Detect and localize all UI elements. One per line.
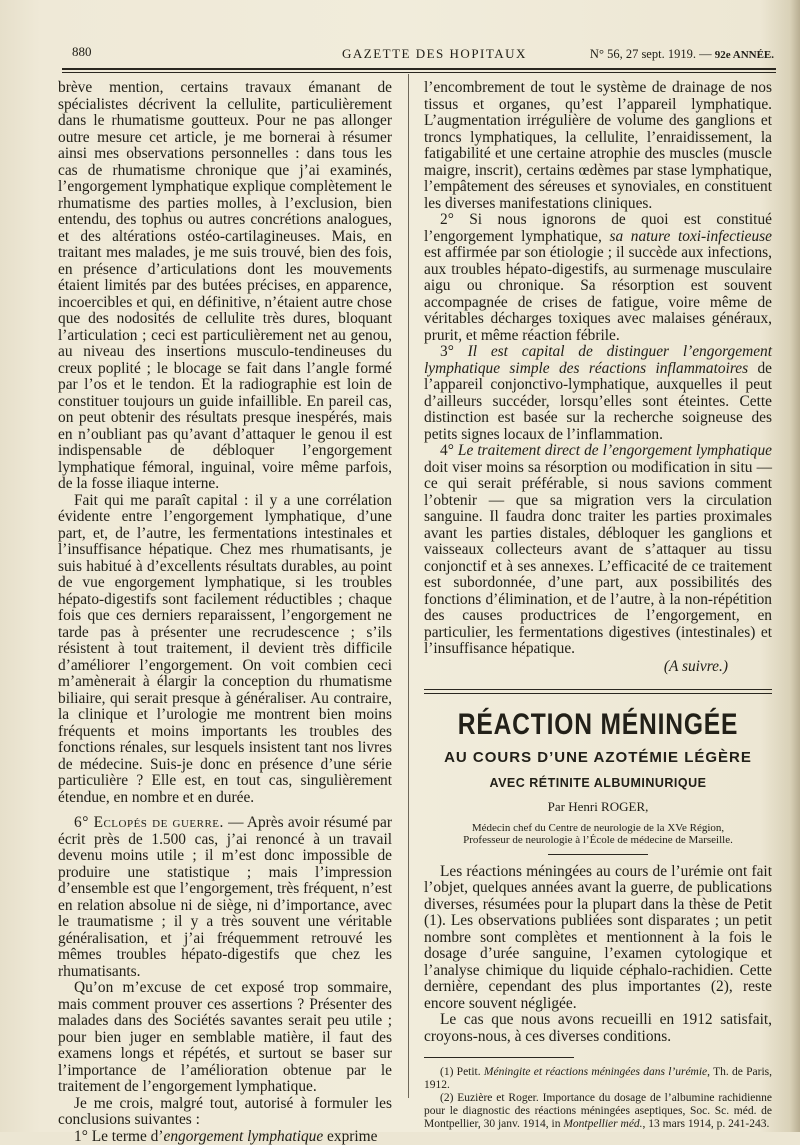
section-label: 6° Eclopés de guerre. [74, 814, 224, 831]
emphasis: Montpellier méd. [563, 1118, 642, 1130]
footnote-text: , 13 mars 1914, p. 241-243. [643, 1118, 770, 1130]
article-subsubtitle: AVEC RÉTINITE ALBUMINURIQUE [424, 775, 772, 792]
volume-year: 92e ANNÉE. [715, 49, 774, 61]
page-header [62, 44, 774, 66]
article-subtitle: AU COURS D’UNE AZOTÉMIE LÉGÈRE [424, 750, 772, 767]
paragraph: Les réactions méningées au cours de l’urémie ont fait l’objet, quelques années avant la guerre, de publications diverses, résumées pour la plupart dans la thèse de Petit (1). Les observations publiées sont disparates ; un petit nombre sont complètes et mentionnent à la fois le dosage d’urée sanguine, l’examen cytologique et l’analyse chimique du liquide céphalo-rachidien. Cette dernière, cependant des plus importantes (2), reste encore souvent négligée. [424, 864, 772, 1013]
paragraph: Qu’on m’excuse de cet exposé trop sommaire, mais comment prouver ces assertions ? Présenter des malades dans des Sociétés savantes serait peu utile ; pour bien juger en semblable matière, il faut des examens longs et répétés, et surtout se baser sur l’importance de l’amélioration obtenue par le traitement de l’engorgement lymphatique. [58, 980, 392, 1096]
emphasis: sa nature toxi-infectieuse [609, 228, 772, 245]
footnote-text: (1) Petit. [440, 1066, 484, 1078]
emphasis: Le traitement direct de l’engorgement lymphatique [458, 442, 772, 459]
paragraph [424, 212, 772, 344]
paragraph-text: doit viser moins sa résorption ou modification in situ — ce qui serait préférable, si nous savions comment l’obtenir — que sa migration vers la circulation sanguine. Il faudra donc traiter les parties proximales avant les parties distales, débloquer les ganglions et vaisseaux collecteurs avant de s’attaquer au tissu conjonctif et à ses annexes. L’efficacité de ce traitement est subordonnée, d’une part, aux possibilités des fonctions d’élimination, et de l’autre, à la non-répétition des causes productrices de l’engorgement, en particulier, les fermentations digestives (intestinales) et l’insuffisance hépatique. [424, 459, 772, 658]
to-be-continued: (A suivre.) [424, 659, 772, 676]
header-rule [62, 68, 776, 73]
paragraph-text: 2° Si nous ignorons de quoi est constitué l’engorgement lymphatique, [424, 211, 772, 245]
paragraph [424, 344, 772, 443]
paragraph: Fait qui me paraît capital : il y a une corrélation évidente entre l’engorgement lymphatique, d’une part, et, de l’autre, les fermentations intestinales et l’insuffisance hépatique. Chez mes rhumatisants, je suis habitué à d’excellents résultats durables, au point de vue engorgement lymphatique, si les troubles hépato-digestifs sont facilement réductibles ; chaque fois que ces derniers reparaissent, l’engorgement ne tarde pas à présenter une recrudescence ; s’ils résistent à tout traitement, il devient très difficile d’améliorer l’engorgement. On voit combien ceci m’amènerait à élargir la conception du rhumatisme biliaire, qui serait presque à généraliser. Au contraire, la clinique et l’urologie me montrent bien moins fréquents et moins importants les troubles des fonctions rénales, sur lesquels insistent tant nos livres de médecine. Suis-je donc en présence d’une série particulière ? Elle est, en tout cas, singulièrement étendue, en nombre et en durée. [58, 493, 392, 807]
journal-title: GAZETTE DES HOPITAUX [342, 46, 527, 62]
paragraph-text: 4° [440, 442, 458, 459]
emphasis: engorgement lymphatique [163, 1128, 323, 1145]
footnote-text: (2) Euzière et Roger. Importance du dosage de l’albumine rachidienne pour le diagnostic des réactions méningées aseptiques, Soc. Sc. méd. de Montpellier, 30 janv. 1914, in [424, 1092, 772, 1130]
footnote-rule [424, 1057, 574, 1058]
author-affiliation [424, 822, 772, 846]
affiliation-line: Professeur de neurologie à l’École de médecine de Marseille. [463, 834, 733, 846]
issue-date: N° 56, 27 sept. 1919. — [590, 47, 712, 61]
issue-info [590, 47, 774, 62]
paragraph-text: de l’appareil conjonctivo-lymphatique, auxquelles il peut d’ailleurs succéder, lorsqu’elles sont éteintes. Cette distinction est basée sur la recherche soigneuse des petits signes locaux de l’inflammation. [424, 360, 772, 443]
paragraph-text: 3° [440, 343, 468, 360]
paragraph-text: — Après avoir résumé par écrit près de 1.500 cas, j’ai renoncé à un travail devenu moins utile ; il m’est donc impossible de produire une statistique ; mais l’impression d’ensemble est que l’engorgement, très fréquent, n’est en relation absolue ni de siège, ni d’importance, avec le traumatisme ; il y a très souvent une véritable généralisation, et j’ai fréquemment retrouvé les mêmes troubles hépato-digestifs que chez les rhumatisants. [58, 814, 392, 980]
author-line: Par Henri ROGER, [424, 799, 772, 816]
paragraph: Le cas que nous avons recueilli en 1912 satisfait, croyons-nous, à ces diverses conditions. [424, 1012, 772, 1045]
footnote-text: , Th. de Paris, 1912. [424, 1066, 772, 1091]
emphasis: Méningite et réactions méningées dans l’urémie [484, 1066, 707, 1078]
paragraph-text: exprime [323, 1128, 377, 1145]
emphasis: Il est capital de distinguer l’engorgement lymphatique simple des réactions inflammatoires [424, 343, 772, 377]
page-number: 880 [72, 44, 92, 60]
article-separator [424, 689, 772, 694]
paragraph [58, 1129, 392, 1145]
affiliation-line: Médecin chef du Centre de neurologie de la XVe Région, [472, 822, 724, 834]
article-title: RÉACTION MÉNINGÉE [455, 708, 740, 742]
byline-rule [548, 854, 648, 855]
paragraph [424, 443, 772, 658]
paragraph: brève mention, certains travaux émanant de spécialistes décrivent la cellulite, particulièrement dans le rhumatisme goutteux. Pour ne pas allonger outre mesure cet article, je me bornerai à résumer ainsi mes observations personnelles : dans tous les cas de rhumatisme chronique que j’ai examinés, l’engorgement lymphatique explique complètement le rhumatisme des parties molles, à l’exclusion, bien entendu, des tophus ou autres concrétions analogues, et des altérations ostéo-cartilagineuses. Mais, en traitant mes malades, je me suis trouvé, bien des fois, en présence d’articulations dont les mouvements étaient limités par des butées précises, en apparence, incoercibles et qui, en définitive, n’étaient autre chose que des nodosités de cellulite très dures, bloquant l’articulation ; ceci est particulièrement net au genou, au niveau des insertions musculo-tendineuses du creux poplité ; le blocage se fait dans l’angle formé par l’os et le tendon. Et la radiographie est loin de constituer toujours un guide infaillible. En pareil cas, on peut obtenir des résultats presque inespérés, mais en n’oubliant pas qu’avant d’attaquer le genou il est indispensable de débloquer l’engorgement lymphatique fémoral, inguinal, voire même parfois, de la fosse iliaque interne. [58, 80, 392, 493]
left-column [58, 80, 392, 1145]
paragraph-text: 1° Le terme d’ [74, 1128, 163, 1145]
footnote [424, 1092, 772, 1131]
column-divider [408, 74, 409, 1098]
paragraph-text: est affirmée par son étiologie ; il succède aux infections, aux troubles hépato-digestifs, au surmenage musculaire aigu ou chronique. Sa résorption est souvent accompagnée de crises de fatigue, voire même de véritables décharges toxiques avec malaises généraux, prurit, et même réaction fébrile. [424, 244, 772, 344]
footnote [424, 1066, 772, 1092]
paragraph: Je me crois, malgré tout, autorisé à formuler les conclusions suivantes : [58, 1096, 392, 1129]
right-column [424, 80, 772, 1131]
paragraph [58, 815, 392, 980]
paragraph: l’encombrement de tout le système de drainage de nos tissus et organes, qu’est l’appareil lymphatique. L’augmentation irrégulière de volume des ganglions et troncs lymphatiques, la cellulite, l’enraidissement, la fatigabilité et une certaine atrophie des muscles (muscle maigre, inscrit), certains œdèmes par stase lymphatique, l’empâtement des séreuses et synoviales, en constituent les diverses manifestations cliniques. [424, 80, 772, 212]
